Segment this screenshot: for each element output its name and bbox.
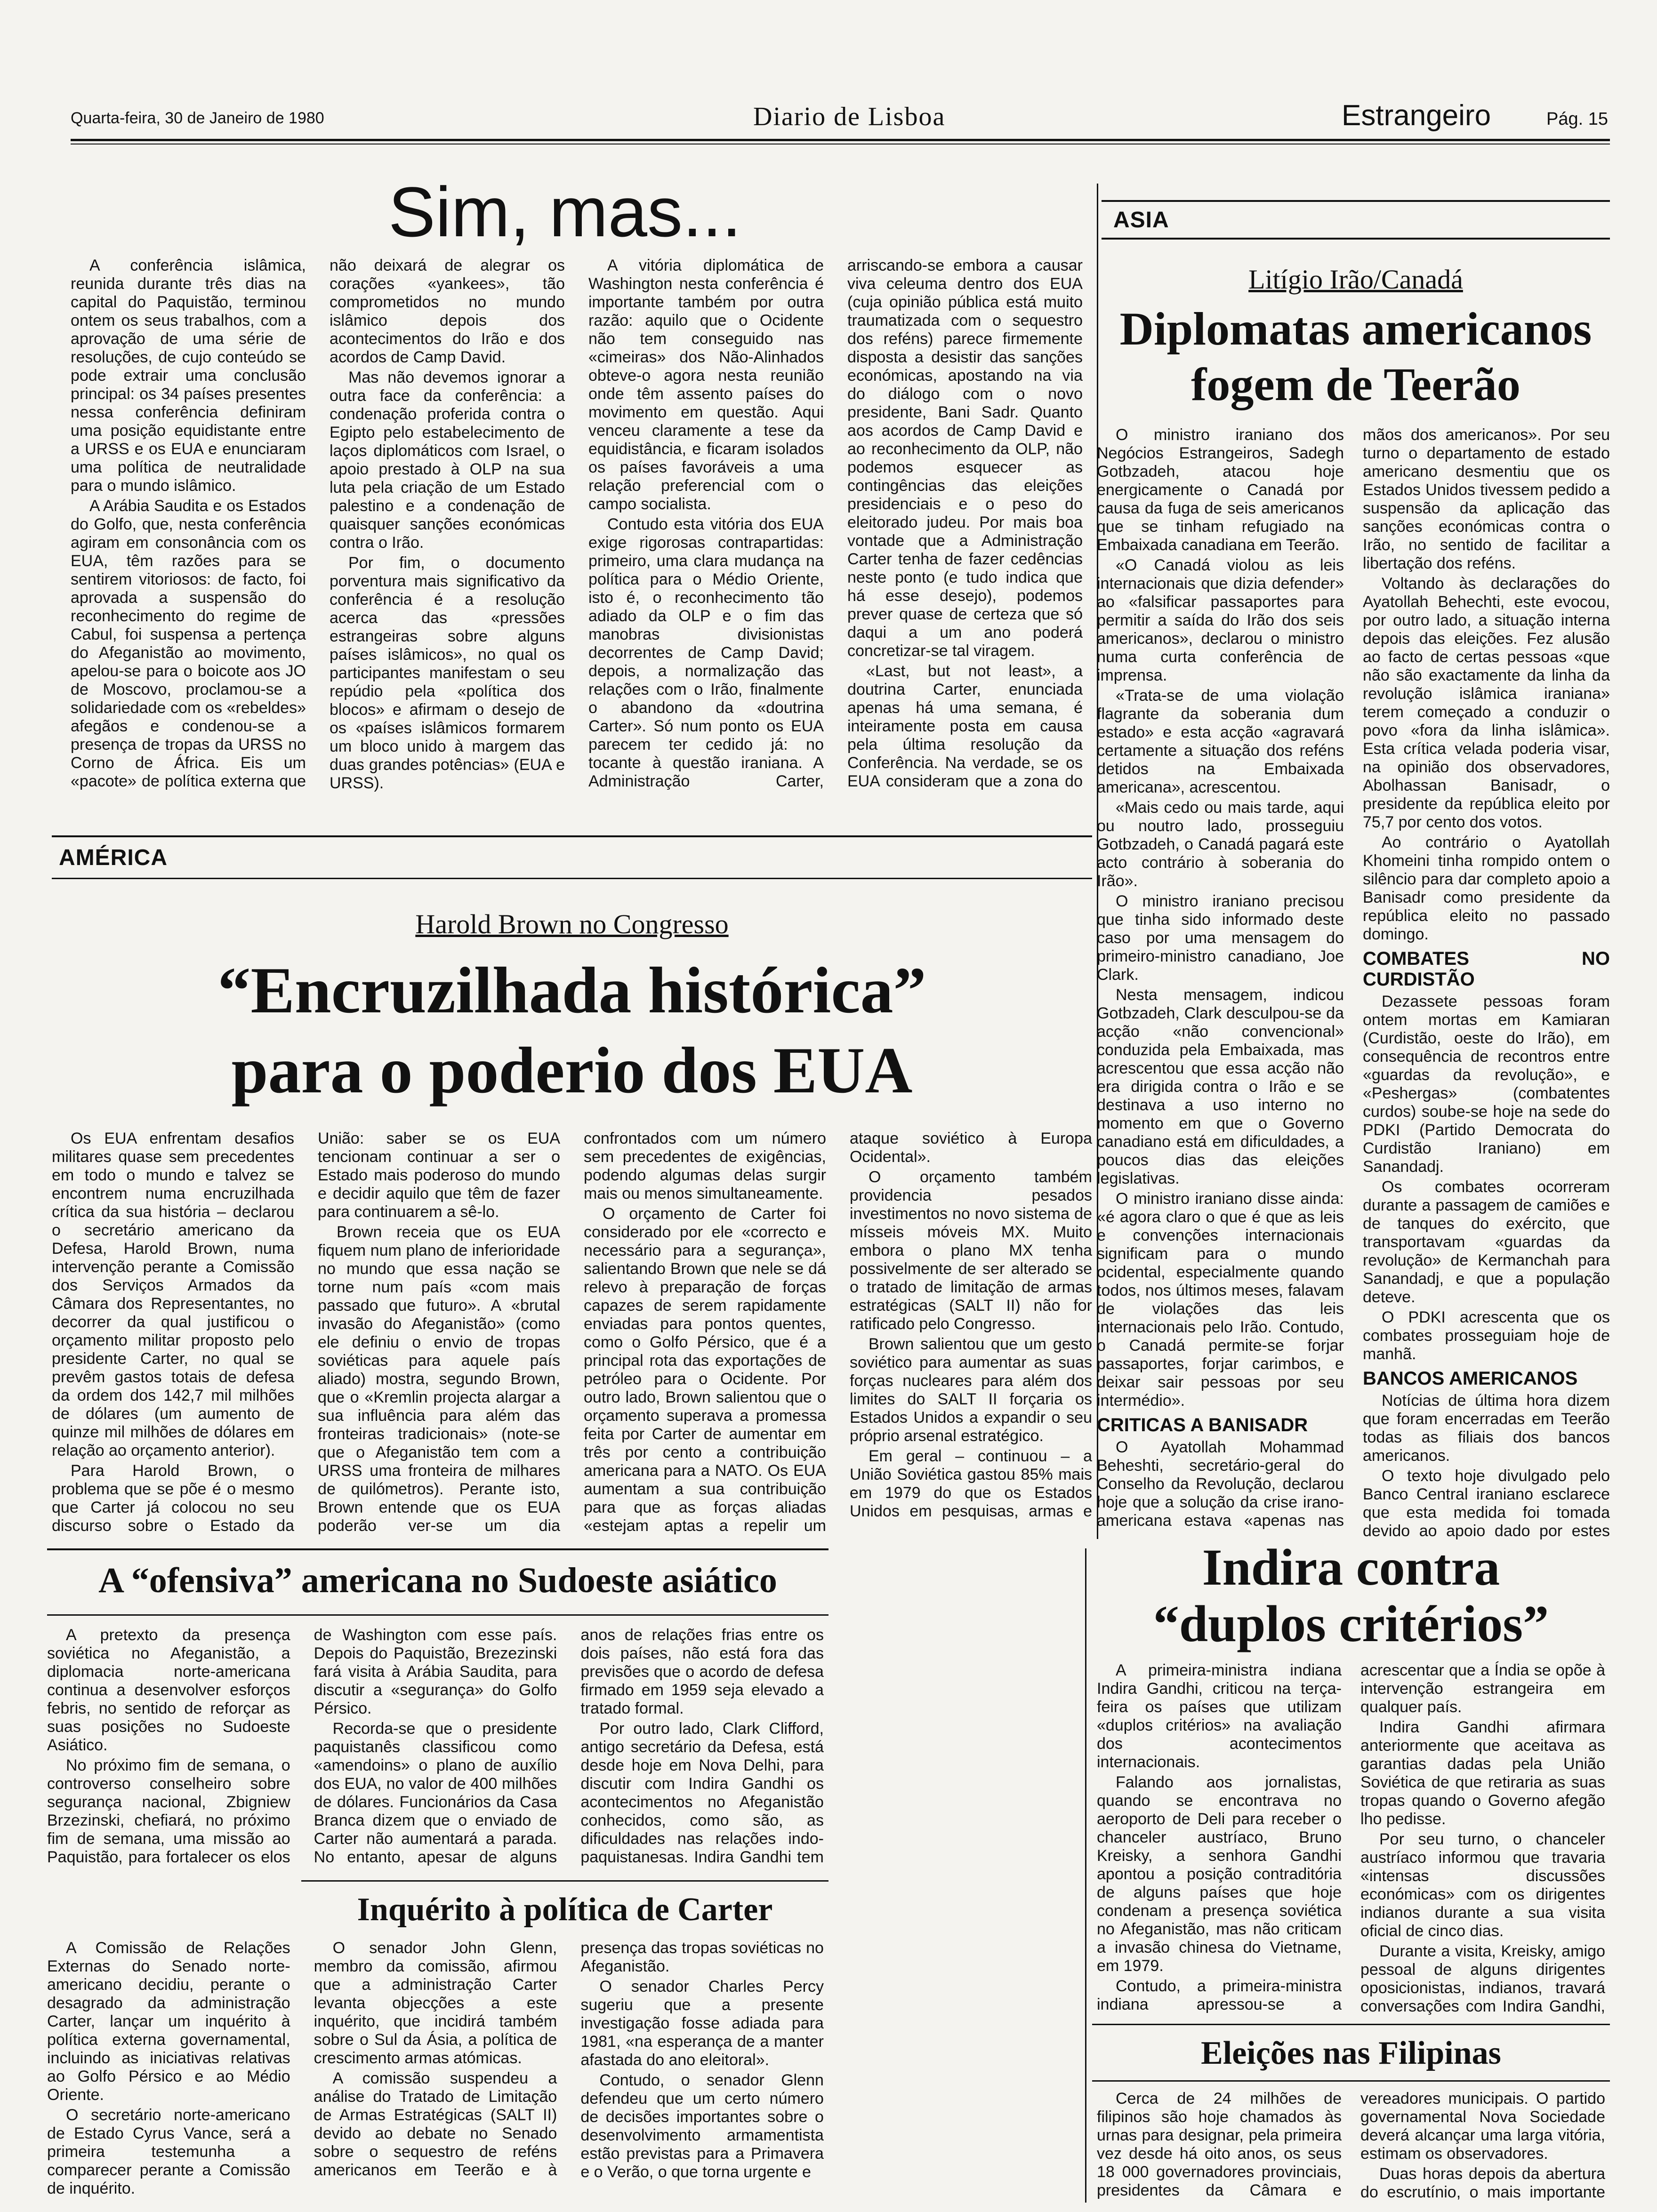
asia-subhead-criticas: CRITICAS A BANISADR [1097, 1415, 1308, 1435]
inquerito-paragraph: O senador Charles Percy sugeriu que a presente investigação fosse adiada para 1981, «na esperança de a manter afastada do ano eleitoral». [580, 1978, 824, 2069]
asia-criticas-paragraph: Voltando às declarações do Ayatollah Behechti, este evocou, por outro lado, a situação interna depois das eleições. Fez alusão ao facto de certas pessoas «que não são exactamente da linha da revolução islâmica iraniana» terem começado a conduzir o povo «fora da linha islâmica». Esta crítica velada poderia visar, na opinião dos observadores, Abolhassan Banisadr, o presidente da república eleito por 75,7 por cento dos votos. [1363, 575, 1610, 831]
america-headline-line2: para o poderio dos EUA [231, 1034, 913, 1107]
masthead-section: Estrangeiro [1342, 99, 1491, 132]
main-article-body [71, 256, 1083, 802]
filipinas-headline: Eleições nas Filipinas [1201, 2035, 1501, 2071]
indira-article-body [1097, 1661, 1605, 2019]
asia-paragraph: «Mais cedo ou mais tarde, aqui ou noutro lado, prosseguiu Gotbzadeh, o Canadá pagará este acto contrário à soberania do Irão». [1097, 799, 1344, 890]
filipinas-paragraph: Cerca de 24 milhões de filipinos são hoje chamados às urnas para designar, pela primeira vez desde há oito anos, os seus 18 000 governadores provinciais, presidentes da Câmara e vereadores municipais. O partido governamental Nova Sociedade deverá alcançar uma larga vitória, estimam os observadores. [1097, 2090, 1605, 2199]
america-section-label: AMÉRICA [59, 845, 168, 870]
indira-paragraph: Contudo, a primeira-ministra indiana apressou-se a acrescentar que a Índia se opõe à intervenção estrangeira em qualquer país. [1097, 1661, 1605, 2013]
inquerito-paragraph: A comissão suspendeu a análise do Tratado de Limitação de Armas Estratégicas (SALT II) devido ao debate no Senado sobre o sequestro de reféns americanos em Teerão e à presença das tropas soviéticas no Afeganistão. [314, 1939, 824, 2179]
ofensiva-paragraph: No próximo fim de semana, o controverso conselheiro sobre segurança nacional, Zbigniew Brzezinski, chefiará, no próximo fim de semana, uma missão ao Paquistão, para fortalecer os elos de Washington com esse país. Depois do Paquistão, Brezezinski fará visita à Arábia Saudita, para discutir a «segurança» do Golfo Pérsico. [47, 1626, 557, 1866]
asia-criticas-paragraph: O Ayatollah Mohammad Beheshti, secretário-geral do Conselho da Revolução, declarou hoje que a solução da crise irano-americana estava «apenas nas mãos dos americanos». Por seu turno o departamento de estado americano desmentiu que os Estados Unidos tivessem pedido a suspensão da aplicação das sanções económicas contra o Irão, no sentido de facilitar a libertação dos reféns. [1097, 426, 1610, 1530]
masthead-paper-title: Diario de Lisboa [753, 102, 946, 131]
america-section-rule-bottom [52, 878, 1092, 879]
indira-paragraph: Indira Gandhi afirmara anteriormente que aceitava as garantias dadas pela União Soviética de que retiraria as suas tropas quando o Governo afegão lho pedisse. [1360, 1718, 1605, 1828]
asia-paragraph: «Trata-se de uma violação flagrante da soberania dum estado» e esta acção «agravará certamente a situação dos reféns detidos na Embaixada americana», acrescentou. [1097, 687, 1344, 796]
america-article-body [52, 1130, 1092, 1539]
ofensiva-headline: A “ofensiva” americana no Sudoeste asiático [98, 1561, 777, 1600]
indira-headline-line2: “duplos critérios” [1153, 1595, 1549, 1652]
masthead [71, 99, 1610, 141]
inquerito-headline: Inquérito à política de Carter [357, 1891, 773, 1928]
asia-combates-paragraph: Os combates ocorreram durante a passagem de camiões e de tanques do exército, que transportavam «guardas da revolução» de Kermanchah para Sanandadj, e que a população deteve. [1363, 1178, 1610, 1306]
asia-bancos-paragraph: O texto hoje divulgado pelo Banco Central iraniano esclarece que esta medida foi tomada devido ao apoio dado por estes [1363, 1467, 1610, 1540]
main-paragraph: A Arábia Saudita e os Estados do Golfo, que, nesta conferência agiram em consonância com os EUA, têm razões para se sentirem vitoriosos: de facto, foi aprovada a suspensão do reconhecimento do regime de Cabul, foi suspensa a pertença do Afeganistão ao movimento, apelou-se para o boicote aos JO de Moscovo, proclamou-se a solidariedade com os «rebeldes» afegãos e condenou-se a presença de tropas da URSS no Corno de África. Eis um «pacote» de política externa que não deixará de alegrar os corações «yankees», tão comprometidos no mundo islâmico depois dos acontecimentos do Irão e dos acordos de Camp David. [71, 256, 565, 790]
asia-paragraph: O ministro iraniano precisou que tinha sido informado deste caso por uma mensagem do primeiro-ministro canadiano, Joe Clark. [1097, 892, 1344, 984]
asia-criticas-paragraph: Ao contrário o Ayatollah Khomeini tinha rompido ontem o silêncio para dar completo apoio a Banisadr como presidente da república eleito no passado domingo. [1363, 834, 1610, 943]
main-paragraph: Por fim, o documento porventura mais significativo da conferência é a resolução acerca das «pressões estrangeiras sobre alguns países islâmicos», no qual os participantes manifestam o seu repúdio pela «política dos blocos» e afirmam o desejo de os «países islâmicos formarem um bloco unido à margem das duas grandes potências» (EUA e URSS). [330, 554, 565, 792]
main-headline: Sim, mas... [388, 172, 742, 251]
america-paragraph: Brown receia que os EUA fiquem num plano de inferioridade no mundo que essa nação se torne num país «com mais passado que futuro». A «brutal invasão do Afeganistão» (como ele definiu o envio de tropas soviéticas para aquele país aliado) mostra, segundo Brown, que o «Kremlin projecta alargar a sua influência para além das fronteiras tradicionais» (note-se que o Afeganistão tem com a URSS uma fronteira de milhares de quilómetros). Perante isto, Brown entende que os EUA poderão ver-se um dia confrontados com um número sem precedentes de exigências, podendo algumas delas surgir mais ou menos simultaneamente. [318, 1130, 826, 1535]
main-paragraph: Mas não devemos ignorar a outra face da conferência: a condenação proferida contra o Egipto pelo estabelecimento de laços diplomáticos com Israel, o apoio prestado à OLP na sua luta pela criação de um Estado palestino e a condenação de quaisquer sanções económicas contra o Irão. [330, 369, 565, 552]
indira-paragraph: Durante a visita, Kreisky, amigo pessoal de alguns dirigentes oposicionistas, indianos, travará conversações com Indira Gandhi, [1360, 1942, 1605, 2015]
inquerito-article-body [47, 1939, 824, 2203]
asia-paragraph: O ministro iraniano disse ainda: «é agora claro o que é que as leis e convenções internacionais significam para o mundo ocidental, especialmente quando todos, nos últimos meses, falavam de violações das leis internacionais pelo Irão. Contudo, o Canadá permite-se forjar passaportes, forjar carimbos, e deixar sair pessoas por seu intermédio». [1097, 1190, 1344, 1410]
america-paragraph: Brown salientou que um gesto soviético para aumentar as suas forças nucleares para além dos limites do SALT II forçaria os Estados Unidos a expandir o seu próprio arsenal estratégico. [850, 1335, 1092, 1445]
ofensiva-paragraph: Recorda-se que o presidente paquistanês classificou como «amendoins» o plano de auxílio dos EUA, no valor de 400 milhões de dólares. Funcionários da Casa Branca dizem que o enviado de Carter não aumentará a parada. No entanto, apesar de alguns anos de relações frias entre os dois países, não está fora das previsões que o acordo de defesa firmado em 1959 seja elevado a tratado formal. [314, 1626, 824, 1866]
asia-headline: Diplomatas americanos fogem de Teerão [1119, 303, 1592, 410]
ofensiva-paragraph: Por outro lado, Clark Clifford, antigo secretário da Defesa, está desde hoje em Nova Delhi, para discutir com Indira Gandhi os acontecimentos no Afeganistão conhecidos, como são, as dificuldades nas relações indo-paquistanesas. Indira Gandhi tem [580, 1720, 824, 1866]
indira-paragraph: Falando aos jornalistas, quando se encontrava no aeroporto de Deli para receber o chanceler austríaco, Bruno Kreisky, a senhora Gandhi apontou a posição contraditória de alguns países que hoje condenam a presença soviética no Afeganistão, mas não criticam a invasão chinesa do Vietname, em 1979. [1097, 1773, 1342, 1975]
asia-bancos-paragraph: Notícias de última hora dizem que foram encerradas em Teerão todas as filiais dos bancos americanos. [1363, 1392, 1610, 1465]
asia-section-label: ASIA [1113, 208, 1169, 232]
america-section-rule [52, 835, 1092, 837]
ofensiva-article-left [47, 1626, 824, 1878]
asia-paragraph: Nesta mensagem, indicou Gotbzadeh, Clark desculpou-se da acção «não convencional» conduzida pela Embaixada, mas acrescentou que essa acção não era dirigida contra o Irão e se destinava a uso interno no momento em que o Governo canadiano está em dificuldades, a poucos dias das eleições legislativas. [1097, 986, 1344, 1187]
inquerito-paragraph: O secretário norte-americano de Estado Cyrus Vance, será a primeira testemunha a comparecer perante a Comissão de inquérito. [47, 2106, 290, 2197]
asia-section-rule [1102, 200, 1610, 202]
america-paragraph: Em geral – continuou – a União Soviética gastou 85% mais em 1979 do que os Estados Unidos em pesquisas, armas e [850, 1447, 1092, 1520]
america-paragraph: O orçamento também providencia pesados investimentos no novo sistema de mísseis móveis MX. Muito embora o plano MX tenha possivelmente de ser alterado se o tratado de limitação de armas estratégicas (SALT II) não for ratificado pelo Congresso. [850, 1168, 1092, 1333]
main-paragraph: Contudo esta vitória dos EUA exige rigorosas contrapartidas: primeiro, uma clara mudança na política para o Médio Oriente, isto é, o reconhecimento tão adiado da OLP e o fim das manobras divisionistas decorrentes de Camp David; depois, a normalização das relações com o Irão, finalmente o abandono da «doutrina Carter». Só num ponto os EUA parecem ter cedido já: no tocante à questão iraniana. A Administração Carter, arriscando-se embora a causar viva celeuma dentro dos EUA (cuja opinião pública está muito traumatizada com o sequestro dos reféns) parece firmemente disposta a desistir das sanções económicas, apostando na via do diálogo com o novo presidente, Bani Sadr. Quanto aos acordos de Camp David e ao reconhecimento da OLP, não podemos esquecer as contingências das eleições presidenciais e o peso do eleitorado judeu. Por mais boa vontade que a Administração Carter tenha de fazer cedências neste ponto (e tudo indica que há esse desejo), podemos prever quase de certeza que só daqui a um ano poderá concretizar-se tal viragem. [588, 256, 1083, 790]
america-kicker: Harold Brown no Congresso [415, 909, 729, 939]
asia-article-body [1097, 426, 1610, 1541]
ofensiva-top-rule [47, 1548, 828, 1550]
main-paragraph: A conferência islâmica, reunida durante três dias na capital do Paquistão, terminou ontem os seus trabalhos, com a aprovação de uma série de resoluções, de cujo conteúdo se pode extrair uma conclusão principal: os 34 países presentes nessa conferência definiram uma posição equidistante entre a URSS e os EUA e enunciaram uma política de neutralidade para o mundo islâmico. [71, 256, 306, 495]
america-paragraph: Os EUA enfrentam desafios militares quase sem precedentes em todo o mundo e talvez se encontrem numa encruzilhada crítica da sua história – declarou o secretário americano da Defesa, Harold Brown, numa intervenção perante a Comissão dos Serviços Armados da Câmara dos Representantes, no decorrer da qual justificou o orçamento militar proposto pelo presidente Carter, no qual se prevêm gastos totais de defesa da ordem dos 142,7 mil milhões de dólares (um aumento de quinze mil milhões de dólares em relação ao orçamento anterior). [52, 1130, 294, 1459]
asia-paragraph: O ministro iraniano dos Negócios Estrangeiros, Sadegh Gotbzadeh, atacou hoje energicamente o Canadá por causa da fuga de seis americanos que se tinham refugiado na Embaixada canadiana em Teerão. [1097, 426, 1344, 554]
column-rule-lower [1085, 1548, 1086, 2203]
asia-combates-paragraph: O PDKI acrescenta que os combates prosseguiam hoje de manhã. [1363, 1308, 1610, 1363]
main-paragraph: «Last, but not least», a doutrina Carter, enunciada apenas há uma semana, é inteiramente posta em causa pela última resolução da Conferência. Na verdade, se os EUA consideram que a zona do [847, 662, 1083, 790]
masthead-rule [71, 139, 1610, 141]
ofensiva-bottom-rule [47, 1614, 828, 1616]
filipinas-paragraph: Duas horas depois da abertura do escrutínio, o mais importante [1360, 2165, 1605, 2201]
asia-section-rule-bottom [1102, 238, 1610, 240]
indira-paragraph: A primeira-ministra indiana Indira Gandhi, criticou na terça-feira os países que utilizam «duplos critérios» na avaliação dos acontecimentos internacionais. [1097, 1661, 1342, 1771]
inquerito-top-rule [301, 1880, 828, 1882]
asia-combates-paragraph: Dezassete pessoas foram ontem mortas em Kamiaran (Curdistão, oeste do Irão), em consequência de recontros entre «guardas da revolução», e «Peshergas» (combatentes curdos) soube-se hoje na sede do PDKI (Partido Democrata do Curdistão Iraniano) em Sanandadj. [1363, 993, 1610, 1176]
inquerito-paragraph: Contudo, o senador Glenn defendeu que um certo número de decisões importantes sobre o desenvolvimento armamentista estão previstas para a Primavera e o Verão, o que torna urgente e [580, 2071, 824, 2181]
masthead-date: Quarta-feira, 30 de Janeiro de 1980 [71, 109, 324, 127]
asia-paragraph: «O Canadá violou as leis internacionais que dizia defender» ao «falsificar passaportes para permitir a saída do Irão dos seis americanos», declarou o ministro numa curta conferência de imprensa. [1097, 556, 1344, 684]
main-paragraph: A vitória diplomática de Washington nesta conferência é importante também por outra razão: aquilo que o Ocidente não tem conseguido nas «cimeiras» dos Não-Alinhados obteve-o agora nesta reunião onde têm assento países do movimento em questão. Aqui venceu claramente a tese da equidistância, e ficaram isolados os países favoráveis a uma relação preferencial com o campo socialista. [588, 256, 824, 513]
filipinas-article-body [1097, 2090, 1605, 2203]
asia-subhead-combates: COMBATES NO CURDISTÃO [1363, 948, 1610, 990]
ofensiva-paragraph: A pretexto da presença soviética no Afeganistão, a diplomacia norte-americana continua a desenvolver esforços febris, no sentido de reforçar as suas posições no Sudoeste Asiático. [47, 1626, 290, 1754]
america-paragraph: O orçamento de Carter foi considerado por ele «correcto e necessário para a segurança», salientando Brown que nele se dá relevo à preparação de forças capazes de serem rapidamente enviadas para pontos quentes, como o Golfo Pérsico, que é a principal rota das exportações de petróleo para o Ocidente. Por outro lado, Brown salientou que o orçamento superava a promessa feita por Carter de aumentar em três por cento a contribuição americana para a NATO. Os EUA aumentam a sua contribuição para que as forças aliadas «estejam aptas a repelir um ataque soviético à Europa Ocidental». [584, 1130, 1092, 1535]
inquerito-paragraph: A Comissão de Relações Externas do Senado norte-americano decidiu, perante o desagrado da administração Carter, lançar um inquérito à política externa governamental, incluindo as iniciativas relativas ao Golfo Pérsico e ao Médio Oriente. [47, 1939, 290, 2104]
america-headline-line1: “Encruzilhada histórica” [217, 954, 926, 1027]
america-paragraph: Para Harold Brown, o problema que se põe é o mesmo que Carter já colocou no seu discurso sobre o Estado da União: saber se os EUA tencionam continuar a ser o Estado mais poderoso do mundo e decidir aquilo que têm de fazer para continuarem a sê-lo. [52, 1130, 560, 1535]
indira-paragraph: Por seu turno, o chanceler austríaco informou que travaria «intensas discussões económicas» com os dirigentes indianos durante a sua visita oficial de cinco dias. [1360, 1830, 1605, 1940]
filipinas-top-rule [1092, 2024, 1610, 2025]
asia-kicker: Litígio Irão/Canadá [1248, 264, 1463, 295]
asia-subhead-bancos: BANCOS AMERICANOS [1363, 1368, 1578, 1389]
masthead-page-number: Pág. 15 [1546, 109, 1608, 129]
filipinas-bottom-rule [1092, 2080, 1610, 2082]
inquerito-paragraph: O senador John Glenn, membro da comissão, afirmou que a administração Carter levanta objecções a este inquérito, que incidirá também sobre o Sul da Ásia, a política de crescimento armas atómicas. [314, 1939, 557, 2067]
indira-headline-line1: Indira contra [1202, 1539, 1500, 1596]
